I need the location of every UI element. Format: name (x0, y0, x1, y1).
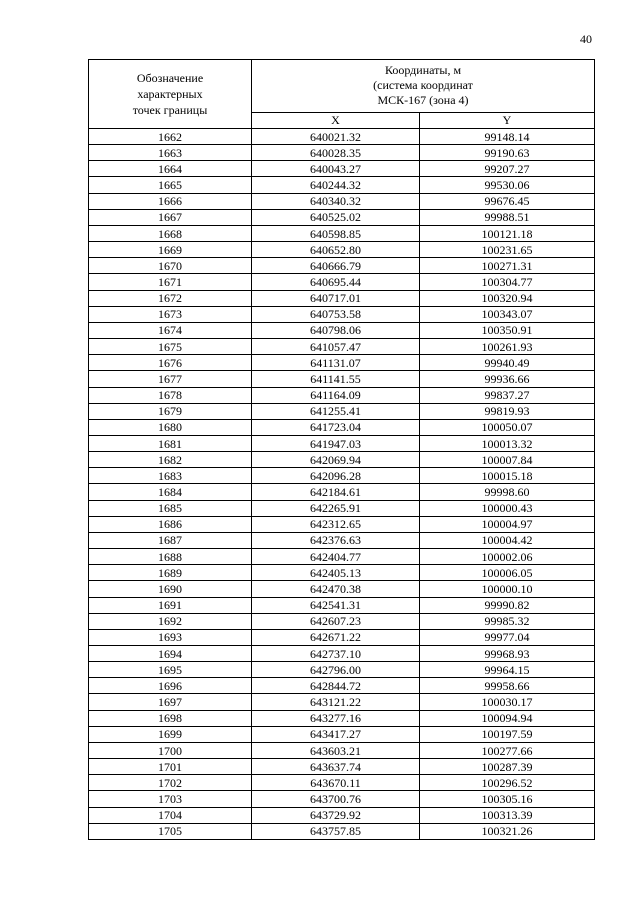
table-row (89, 371, 595, 387)
table-row (89, 290, 595, 306)
x-coordinate-cell: 642541.31 (252, 597, 420, 613)
point-id-cell: 1676 (89, 355, 252, 371)
table-row (89, 581, 595, 597)
point-id-cell: 1700 (89, 742, 252, 758)
table-row (89, 435, 595, 451)
table-row (89, 209, 595, 225)
point-id-cell: 1671 (89, 274, 252, 290)
point-id-cell: 1688 (89, 549, 252, 565)
y-coordinate-cell: 100261.93 (420, 339, 595, 355)
y-coordinate-cell: 99940.49 (420, 355, 595, 371)
x-coordinate-cell: 643757.85 (252, 823, 420, 839)
x-coordinate-cell: 642184.61 (252, 484, 420, 500)
table-row (89, 759, 595, 775)
header-x: X (252, 112, 420, 128)
point-id-cell: 1681 (89, 435, 252, 451)
point-id-cell: 1704 (89, 807, 252, 823)
point-id-cell: 1699 (89, 726, 252, 742)
table-row (89, 613, 595, 629)
point-id-cell: 1686 (89, 516, 252, 532)
x-coordinate-cell: 641141.55 (252, 371, 420, 387)
point-id-cell: 1679 (89, 403, 252, 419)
x-coordinate-cell: 640717.01 (252, 290, 420, 306)
y-coordinate-cell: 100287.39 (420, 759, 595, 775)
point-id-cell: 1675 (89, 339, 252, 355)
point-id-cell: 1696 (89, 678, 252, 694)
y-coordinate-cell: 100296.52 (420, 775, 595, 791)
x-coordinate-cell: 642376.63 (252, 532, 420, 548)
point-id-cell: 1694 (89, 646, 252, 662)
x-coordinate-cell: 640652.80 (252, 242, 420, 258)
point-id-cell: 1705 (89, 823, 252, 839)
y-coordinate-cell: 100271.31 (420, 258, 595, 274)
table-row (89, 807, 595, 823)
x-coordinate-cell: 643277.16 (252, 710, 420, 726)
x-coordinate-cell: 643729.92 (252, 807, 420, 823)
y-coordinate-cell: 99988.51 (420, 209, 595, 225)
y-coordinate-cell: 100350.91 (420, 322, 595, 338)
y-coordinate-cell: 100313.39 (420, 807, 595, 823)
point-id-cell: 1665 (89, 177, 252, 193)
point-id-cell: 1667 (89, 209, 252, 225)
point-id-cell: 1684 (89, 484, 252, 500)
table-row (89, 129, 595, 145)
y-coordinate-cell: 100094.94 (420, 710, 595, 726)
y-coordinate-cell: 99977.04 (420, 629, 595, 645)
table-row (89, 565, 595, 581)
header-row (89, 60, 595, 113)
x-coordinate-cell: 640244.32 (252, 177, 420, 193)
y-coordinate-cell: 100231.65 (420, 242, 595, 258)
x-coordinate-cell: 640525.02 (252, 209, 420, 225)
x-coordinate-cell: 643121.22 (252, 694, 420, 710)
y-coordinate-cell: 100277.66 (420, 742, 595, 758)
table-row (89, 694, 595, 710)
table-body (89, 129, 595, 840)
y-coordinate-cell: 99936.66 (420, 371, 595, 387)
x-coordinate-cell: 641164.09 (252, 387, 420, 403)
y-coordinate-cell: 100304.77 (420, 274, 595, 290)
y-coordinate-cell: 100013.32 (420, 435, 595, 451)
x-coordinate-cell: 640753.58 (252, 306, 420, 322)
point-id-cell: 1690 (89, 581, 252, 597)
x-coordinate-cell: 640021.32 (252, 129, 420, 145)
table-row (89, 823, 595, 839)
y-coordinate-cell: 100321.26 (420, 823, 595, 839)
table-row (89, 500, 595, 516)
x-coordinate-cell: 643670.11 (252, 775, 420, 791)
coordinates-table (88, 59, 595, 840)
x-coordinate-cell: 640695.44 (252, 274, 420, 290)
table-header (89, 60, 595, 129)
x-coordinate-cell: 640340.32 (252, 193, 420, 209)
table-row (89, 468, 595, 484)
table-row (89, 726, 595, 742)
y-coordinate-cell: 99990.82 (420, 597, 595, 613)
table-row (89, 387, 595, 403)
y-coordinate-cell: 99148.14 (420, 129, 595, 145)
y-coordinate-cell: 99190.63 (420, 145, 595, 161)
x-coordinate-cell: 642096.28 (252, 468, 420, 484)
point-id-cell: 1664 (89, 161, 252, 177)
x-coordinate-cell: 643603.21 (252, 742, 420, 758)
point-id-cell: 1663 (89, 145, 252, 161)
point-id-cell: 1670 (89, 258, 252, 274)
y-coordinate-cell: 100305.16 (420, 791, 595, 807)
table-row (89, 791, 595, 807)
x-coordinate-cell: 642844.72 (252, 678, 420, 694)
table-row (89, 549, 595, 565)
point-id-cell: 1677 (89, 371, 252, 387)
point-id-cell: 1672 (89, 290, 252, 306)
y-coordinate-cell: 100000.43 (420, 500, 595, 516)
table-row (89, 161, 595, 177)
y-coordinate-cell: 100197.59 (420, 726, 595, 742)
table-row (89, 629, 595, 645)
x-coordinate-cell: 642737.10 (252, 646, 420, 662)
table-row (89, 193, 595, 209)
y-coordinate-cell: 100007.84 (420, 452, 595, 468)
table-row (89, 225, 595, 241)
table-row (89, 742, 595, 758)
page-number: 40 (580, 32, 592, 46)
y-coordinate-cell: 100050.07 (420, 419, 595, 435)
y-coordinate-cell: 99819.93 (420, 403, 595, 419)
x-coordinate-cell: 641947.03 (252, 435, 420, 451)
x-coordinate-cell: 642470.38 (252, 581, 420, 597)
table-row (89, 403, 595, 419)
table-row (89, 646, 595, 662)
x-coordinate-cell: 643637.74 (252, 759, 420, 775)
y-coordinate-cell: 100320.94 (420, 290, 595, 306)
table-row (89, 597, 595, 613)
x-coordinate-cell: 641255.41 (252, 403, 420, 419)
y-coordinate-cell: 99530.06 (420, 177, 595, 193)
point-id-cell: 1678 (89, 387, 252, 403)
point-id-cell: 1702 (89, 775, 252, 791)
table-row (89, 678, 595, 694)
y-coordinate-cell: 100030.17 (420, 694, 595, 710)
x-coordinate-cell: 640028.35 (252, 145, 420, 161)
table-row (89, 274, 595, 290)
x-coordinate-cell: 642607.23 (252, 613, 420, 629)
table-row (89, 710, 595, 726)
point-id-cell: 1674 (89, 322, 252, 338)
point-id-cell: 1673 (89, 306, 252, 322)
y-coordinate-cell: 100015.18 (420, 468, 595, 484)
table-row (89, 516, 595, 532)
y-coordinate-cell: 100006.05 (420, 565, 595, 581)
y-coordinate-cell: 99837.27 (420, 387, 595, 403)
x-coordinate-cell: 642312.65 (252, 516, 420, 532)
table-row (89, 306, 595, 322)
table-row (89, 419, 595, 435)
y-coordinate-cell: 99964.15 (420, 662, 595, 678)
table-row (89, 258, 595, 274)
table-row (89, 775, 595, 791)
point-id-cell: 1698 (89, 710, 252, 726)
x-coordinate-cell: 642405.13 (252, 565, 420, 581)
point-id-cell: 1697 (89, 694, 252, 710)
point-id-cell: 1701 (89, 759, 252, 775)
header-designation: Обозначение характерных точек границы (89, 60, 252, 129)
table-row (89, 145, 595, 161)
point-id-cell: 1669 (89, 242, 252, 258)
x-coordinate-cell: 642796.00 (252, 662, 420, 678)
x-coordinate-cell: 643417.27 (252, 726, 420, 742)
point-id-cell: 1682 (89, 452, 252, 468)
point-id-cell: 1691 (89, 597, 252, 613)
y-coordinate-cell: 99985.32 (420, 613, 595, 629)
table-row (89, 339, 595, 355)
point-id-cell: 1687 (89, 532, 252, 548)
point-id-cell: 1662 (89, 129, 252, 145)
y-coordinate-cell: 100121.18 (420, 225, 595, 241)
table-row (89, 532, 595, 548)
table-row (89, 242, 595, 258)
point-id-cell: 1703 (89, 791, 252, 807)
x-coordinate-cell: 642404.77 (252, 549, 420, 565)
point-id-cell: 1668 (89, 225, 252, 241)
y-coordinate-cell: 100004.42 (420, 532, 595, 548)
y-coordinate-cell: 99958.66 (420, 678, 595, 694)
y-coordinate-cell: 100002.06 (420, 549, 595, 565)
point-id-cell: 1695 (89, 662, 252, 678)
point-id-cell: 1689 (89, 565, 252, 581)
x-coordinate-cell: 640798.06 (252, 322, 420, 338)
x-coordinate-cell: 640043.27 (252, 161, 420, 177)
header-coordinates: Координаты, м (система координат МСК-167 (зона 4) (252, 60, 595, 113)
x-coordinate-cell: 641057.47 (252, 339, 420, 355)
y-coordinate-cell: 100004.97 (420, 516, 595, 532)
table-row (89, 452, 595, 468)
table-row (89, 355, 595, 371)
x-coordinate-cell: 640666.79 (252, 258, 420, 274)
header-y: Y (420, 112, 595, 128)
point-id-cell: 1693 (89, 629, 252, 645)
point-id-cell: 1692 (89, 613, 252, 629)
x-coordinate-cell: 641131.07 (252, 355, 420, 371)
point-id-cell: 1666 (89, 193, 252, 209)
y-coordinate-cell: 99998.60 (420, 484, 595, 500)
y-coordinate-cell: 100000.10 (420, 581, 595, 597)
x-coordinate-cell: 643700.76 (252, 791, 420, 807)
table-row (89, 177, 595, 193)
y-coordinate-cell: 99207.27 (420, 161, 595, 177)
x-coordinate-cell: 642671.22 (252, 629, 420, 645)
table-row (89, 322, 595, 338)
table-row (89, 484, 595, 500)
x-coordinate-cell: 642069.94 (252, 452, 420, 468)
x-coordinate-cell: 642265.91 (252, 500, 420, 516)
x-coordinate-cell: 641723.04 (252, 419, 420, 435)
table-row (89, 662, 595, 678)
y-coordinate-cell: 99968.93 (420, 646, 595, 662)
point-id-cell: 1680 (89, 419, 252, 435)
y-coordinate-cell: 100343.07 (420, 306, 595, 322)
point-id-cell: 1683 (89, 468, 252, 484)
point-id-cell: 1685 (89, 500, 252, 516)
y-coordinate-cell: 99676.45 (420, 193, 595, 209)
x-coordinate-cell: 640598.85 (252, 225, 420, 241)
